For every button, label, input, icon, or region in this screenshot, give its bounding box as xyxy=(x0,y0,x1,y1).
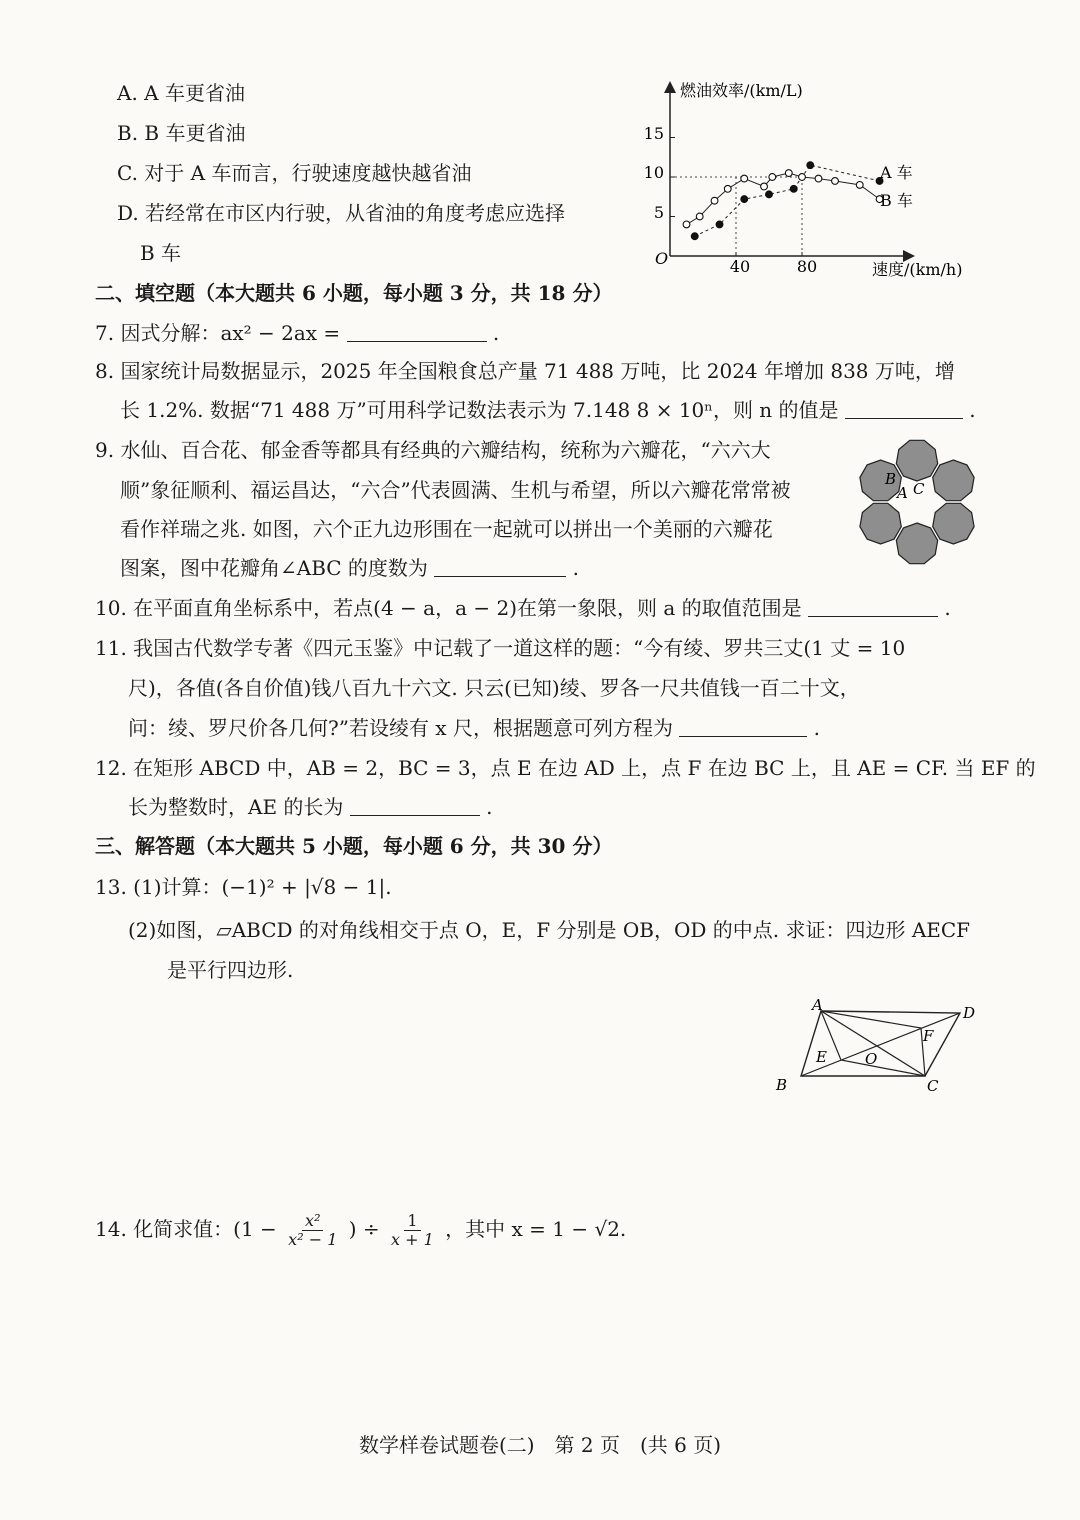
question-11-cont xyxy=(128,714,820,742)
section3-heading: 三、解答题（本大题共 5 小题，每小题 6 分，共 30 分） xyxy=(95,834,613,858)
series-a-point xyxy=(716,221,723,228)
legend-a: A 车 xyxy=(880,163,913,182)
q11-answer-blank[interactable] xyxy=(679,716,807,737)
y-tick-label: 10 xyxy=(643,163,664,182)
y-tick-label: 15 xyxy=(643,124,664,143)
q8-answer-blank[interactable] xyxy=(845,398,963,419)
series-b-point xyxy=(696,213,703,220)
nonagon-flower-figure xyxy=(855,432,980,572)
q14-frac1-den: x² − 1 xyxy=(288,1230,338,1249)
label-f: F xyxy=(923,1027,934,1045)
origin-label: O xyxy=(655,249,669,268)
series-b-point xyxy=(832,178,839,185)
q6-option-c: C. 对于 A 车而言，行驶速度越快越省油 xyxy=(117,161,472,185)
q14-frac2-num: 1 xyxy=(404,1212,420,1231)
q11-line2: 尺)，各值(各自价值)钱八百九十六文. 只云(已知)绫、罗各一尺共值钱一百二十文， xyxy=(128,676,860,700)
q9-end: . xyxy=(572,556,580,580)
q14-suffix: ，其中 x = 1 − √2. xyxy=(445,1217,627,1241)
q9-line4: 图案，图中花瓣角∠ABC 的度数为 xyxy=(120,556,428,580)
label-c: C xyxy=(913,480,925,498)
q12-end: . xyxy=(486,795,493,819)
q8-line2: 长 1.2%. 数据“71 488 万”可用科学记数法表示为 7.148 8 × 10ⁿ，则 n 的值是 xyxy=(120,398,839,422)
q11-line3: 问：绫、罗尺价各几何?”若设绫有 x 尺，根据题意可列方程为 xyxy=(128,716,673,740)
q13-part1: 13. (1)计算：(−1)² + |√8 − 1|. xyxy=(95,875,392,899)
q8-line1: 8. 国家统计局数据显示，2025 年全国粮食总产量 71 488 万吨，比 2024 年增加 838 万吨，增 xyxy=(95,359,955,383)
section2-heading: 二、填空题（本大题共 6 小题，每小题 3 分，共 18 分） xyxy=(95,281,613,305)
label-e: E xyxy=(816,1048,827,1066)
series-b-point xyxy=(815,175,822,182)
series-b-point xyxy=(769,174,776,181)
question-12-cont xyxy=(128,793,492,821)
question-7 xyxy=(95,319,499,347)
q14-prefix: 14. 化简求值：(1 − xyxy=(95,1217,277,1241)
label-d: D xyxy=(963,1004,976,1022)
q11-line1: 11. 我国古代数学专著《四元玉鉴》中记载了一道这样的题：“今有绫、罗共三丈(1 丈 = 10 xyxy=(95,636,906,660)
q7-answer-blank[interactable] xyxy=(347,321,487,342)
q14-fraction-1 xyxy=(285,1212,340,1249)
series-b-point xyxy=(856,182,863,189)
series-b-point xyxy=(785,170,792,177)
diagonal-bd xyxy=(801,1013,960,1076)
q7-end: . xyxy=(492,321,500,345)
question-9-cont xyxy=(120,554,579,582)
series-b-point xyxy=(741,175,748,182)
nonagon-petal xyxy=(933,503,974,544)
series-a-point xyxy=(691,233,698,240)
question-8-cont xyxy=(120,396,976,424)
q14-fraction-2 xyxy=(388,1212,437,1249)
q10-answer-blank[interactable] xyxy=(808,596,938,617)
series-a-point xyxy=(766,191,773,198)
series-b-point xyxy=(761,183,768,190)
q10-end: . xyxy=(944,596,951,620)
q9-line3: 看作祥瑞之兆. 如图，六个正九边形围在一起就可以拼出一个美丽的六瓣花 xyxy=(120,517,773,541)
x-axis-label: 速度/(km/h) xyxy=(872,260,963,279)
q12-answer-blank[interactable] xyxy=(350,795,480,816)
q12-line1: 12. 在矩形 ABCD 中，AB = 2，BC = 3，点 E 在边 AD 上，点 F 在边 BC 上，且 AE = CF. 当 EF 的 xyxy=(95,756,1036,780)
q6-option-d-cont: B 车 xyxy=(140,241,182,265)
series-b-point xyxy=(711,197,718,204)
q13-part2-line1: (2)如图，▱ABCD 的对角线相交于点 O，E，F 分别是 OB，OD 的中点. 求证：四边形 AECF xyxy=(128,918,971,942)
page-footer: 数学样卷试题卷(二) 第 2 页 (共 6 页) xyxy=(358,1433,722,1457)
question-10 xyxy=(95,594,951,622)
q9-answer-blank[interactable] xyxy=(434,556,566,577)
label-a: A xyxy=(812,996,823,1014)
nonagon-petal xyxy=(896,523,937,564)
y-axis-label: 燃油效率/(km/L) xyxy=(680,81,803,100)
series-a-point xyxy=(790,185,797,192)
label-o: O xyxy=(865,1050,878,1068)
q14-mid: ) ÷ xyxy=(348,1217,380,1241)
q10-text: 10. 在平面直角坐标系中，若点(4 − a，a − 2)在第一象限，则 a 的取值范围是 xyxy=(95,596,802,620)
series-b-point xyxy=(683,221,690,228)
label-c: C xyxy=(927,1077,939,1095)
q13-part2-line2: 是平行四边形. xyxy=(167,958,294,982)
label-b: B xyxy=(885,470,897,488)
y-tick-label: 5 xyxy=(653,203,664,222)
q14-frac2-den: x + 1 xyxy=(391,1230,434,1249)
q6-option-b: B. B 车更省油 xyxy=(117,121,246,145)
q8-end: . xyxy=(969,398,976,422)
fuel-efficiency-chart xyxy=(640,72,985,287)
x-tick-label: 40 xyxy=(729,257,751,276)
x-tick-label: 80 xyxy=(796,257,818,276)
q7-text: 7. 因式分解：ax² − 2ax = xyxy=(95,321,341,345)
nonagon-petal xyxy=(933,460,974,501)
nonagon-petal xyxy=(860,503,901,544)
question-14 xyxy=(95,1204,626,1254)
q9-line2: 顺”象征顺利、福运昌达，“六合”代表圆满、生机与希望，所以六瓣花常常被 xyxy=(120,478,791,502)
parallelogram-figure xyxy=(770,996,985,1100)
q11-end: . xyxy=(813,716,821,740)
q6-option-a: A. A 车更省油 xyxy=(117,81,245,105)
label-b: B xyxy=(776,1076,788,1094)
legend-b: B 车 xyxy=(880,191,913,210)
label-a: A xyxy=(897,484,908,502)
q12-line2: 长为整数时，AE 的长为 xyxy=(128,795,344,819)
series-a-point xyxy=(807,162,814,169)
q9-line1: 9. 水仙、百合花、郁金香等都具有经典的六瓣结构，统称为六瓣花，“六六大 xyxy=(95,438,771,462)
q14-frac1-num: x² xyxy=(302,1212,323,1231)
q6-option-d: D. 若经常在市区内行驶，从省油的角度考虑应选择 xyxy=(117,201,566,225)
series-a-point xyxy=(741,196,748,203)
series-b-point xyxy=(799,174,806,181)
nonagon-petal xyxy=(896,440,937,481)
series-b-point xyxy=(724,185,731,192)
